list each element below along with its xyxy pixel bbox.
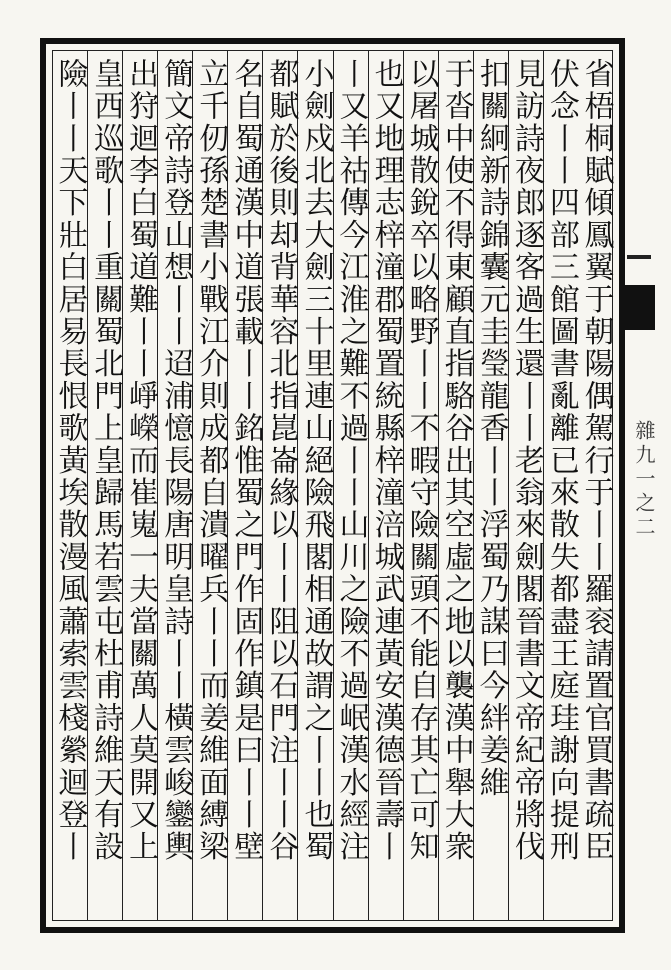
text-column xyxy=(122,50,157,921)
text-column xyxy=(227,50,262,921)
text-column xyxy=(297,50,332,921)
text-column xyxy=(87,50,122,921)
text-column xyxy=(508,50,543,921)
text-column xyxy=(333,50,368,921)
column-text: 扣關絅新詩錦囊元圭瑩龍香丨丨浮蜀乃謀曰今絆姜維 xyxy=(473,58,509,799)
margin-rule xyxy=(627,255,651,259)
column-text: 皇西巡歌丨丨重關蜀北門上皇歸馬若雲屯杜甫詩維天有設 xyxy=(88,58,124,863)
text-column xyxy=(368,50,403,921)
column-text: 都賦於後則却背華容北指崑崙緣以丨丨阻以石門注丨丨谷 xyxy=(263,58,299,863)
text-column xyxy=(192,50,227,921)
column-text: 也又地理志梓潼郡蜀置統縣梓潼涪城武連黃安漢德晉壽丨 xyxy=(368,58,404,863)
text-column xyxy=(473,50,508,921)
column-text: 出狩迴李白蜀道難丨丨崢嶸而崔嵬一夫當關萬人莫開又上 xyxy=(123,58,159,863)
text-column xyxy=(403,50,438,921)
column-text: 立千仞孫楚書小戰江介則成都自潰曜兵丨丨而姜維面縛梁 xyxy=(193,58,229,863)
column-text: 伏念丨丨四部三館圖書亂離已來散失都盡王庭珪謝向提刑 xyxy=(543,58,579,863)
column-text: 省梧桐賦傾鳳翼于朝陽偶駕行于丨丨羅衮請置官買書疏臣 xyxy=(578,58,614,863)
text-column xyxy=(157,50,192,921)
page-edge-label: 雜九一之二 xyxy=(632,420,656,540)
column-text: 名自蜀通漢中道張載丨丨銘惟蜀之門作固作鎮是曰丨丨壁 xyxy=(228,58,264,863)
column-text: 見訪詩夜郎逐客過生還丨丨老翁來劍閣晉書文帝紀帝將伐 xyxy=(508,58,544,863)
text-column xyxy=(262,50,297,921)
column-text: 險丨丨天下壯白居易長恨歌黃埃散漫風蕭索雲棧縈迴登丨 xyxy=(52,58,88,863)
column-text: 小劍戍北去大劍三十里連山絕險飛閣相通故謂之丨丨也蜀 xyxy=(298,58,334,863)
text-column xyxy=(438,50,473,921)
column-text: 簡文帝詩登山想丨丨迢浦憶長陽唐明皇詩丨丨橫雲峻鑾輿 xyxy=(158,58,194,863)
column-text: 丨又羊祜傳今江淮之難不過丨丨山川之險不過岷漢水經注 xyxy=(333,58,369,863)
column-text: 于沓中使不得東顧直指駱谷出其空虛之地以襲漢中舉大衆 xyxy=(438,58,474,863)
fish-tail-mark xyxy=(625,285,655,330)
text-column xyxy=(52,50,87,921)
text-column xyxy=(543,50,578,921)
column-text: 以屠城散銳卒以略野丨丨不暇守險關頭不能自存其亡可知 xyxy=(403,58,439,863)
text-column xyxy=(578,50,613,921)
